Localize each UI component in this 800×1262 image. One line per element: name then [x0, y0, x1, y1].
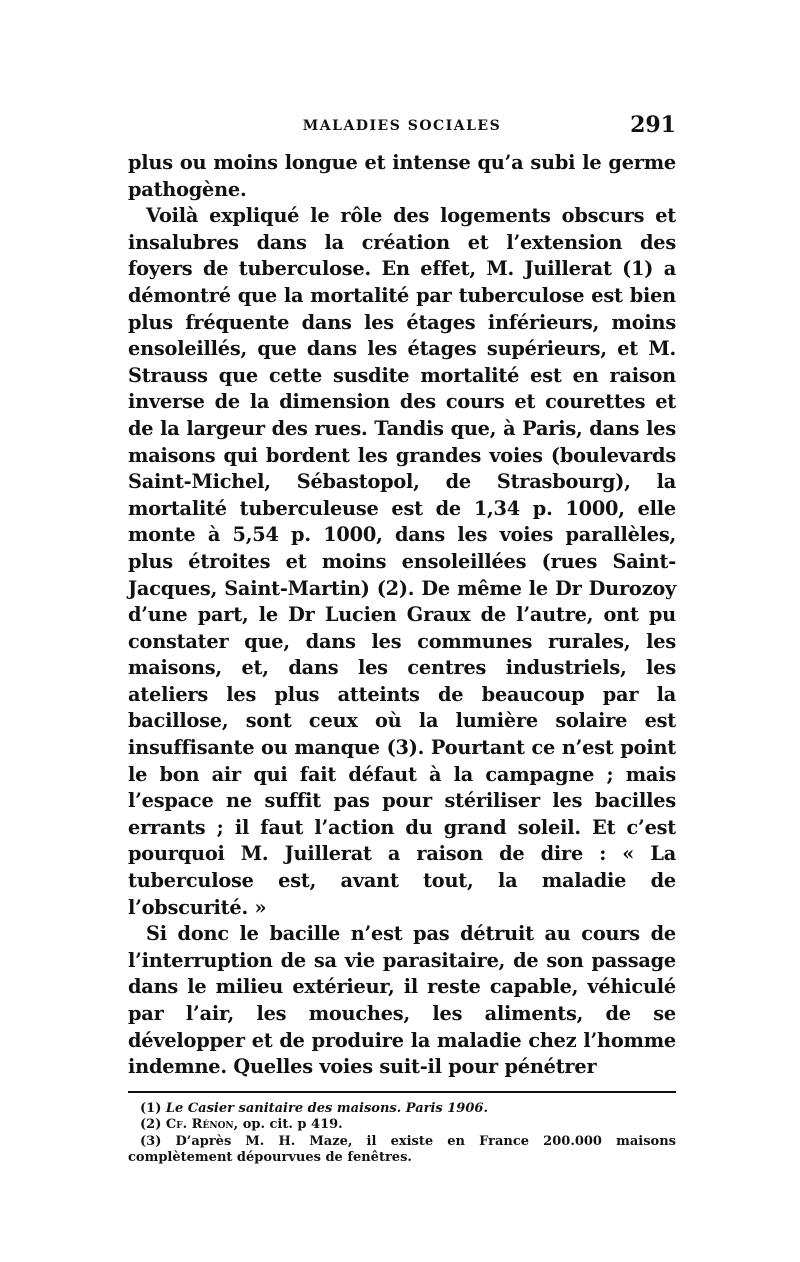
footnote-author: Cf. Rénon	[165, 1117, 234, 1133]
footnote-marker: (2)	[140, 1117, 162, 1133]
footnote-3	[128, 1134, 676, 1167]
footnotes	[128, 1101, 676, 1167]
footnote-text: , op. cit. p 419.	[233, 1117, 343, 1133]
running-title: MALADIES SOCIALES	[302, 118, 502, 134]
footnote-text: D’après M. H. Maze, il existe en France 200.000 maisons complètement dépourvues de fenêtres.	[128, 1133, 676, 1166]
paragraph-bacillus: Si donc le bacille n’est pas détruit au cours de l’interruption de sa vie parasitaire, de son passage dans le milieu extérieur, il reste capable, véhiculé par l’air, les mouches, les aliments, de se développer et de produire la maladie chez l’homme indemne. Quelles voies suit-il pour pénétrer	[128, 922, 676, 1079]
footnote-rule	[128, 1091, 676, 1093]
page-number: 291	[630, 112, 676, 138]
footnote-marker: (1)	[140, 1100, 162, 1116]
paragraph-housing: Voilà expliqué le rôle des logements obscurs et insalubres dans la création et l’extension des foyers de tuberculose. En effet, M. Juillerat (1) a démontré que la mortalité par tuberculose est bien plus fréquente dans les étages inférieurs, moins ensoleillés, que dans les étages supérieurs, et M. Strauss que cette susdite mortalité est en raison inverse de la dimension des cours et courettes et de la largeur des rues. Tandis que, à Paris, dans les maisons qui bordent les grandes voies (boulevards Saint-Michel, Sébastopol, de Strasbourg), la mortalité tuberculeuse est de 1,34 p. 1000, elle monte à 5,54 p. 1000, dans les voies parallèles, plus étroites et moins ensoleillées (rues Saint-Jacques, Saint-Martin) (2). De même le Dr Durozoy d’une part, le Dr Lucien Graux de l’autre, ont pu constater que, dans les communes rurales, les maisons, et, dans les centres industriels, les ateliers les plus atteints de beaucoup par la bacillose, sont ceux où la lumière solaire est insuffisante ou manque (3). Pourtant ce n’est point le bon air qui fait défaut à la campagne ; mais l’espace ne suffit pas pour stériliser les bacilles errants ; il faut l’action du grand soleil. Et c’est pourquoi M. Juillerat a raison de dire : « La tuberculose est, avant tout, la maladie de l’obscurité. »	[128, 204, 676, 919]
running-head	[128, 112, 676, 140]
book-page	[128, 112, 676, 1167]
footnote-1	[128, 1101, 676, 1118]
footnote-text: Le Casier sanitaire des maisons. Paris 1906.	[165, 1100, 488, 1116]
footnote-2	[128, 1117, 676, 1134]
body-text	[128, 150, 676, 1081]
footnote-marker: (3)	[140, 1133, 162, 1149]
paragraph-continuation: plus ou moins longue et intense qu’a subi le germe pathogène.	[128, 151, 676, 201]
